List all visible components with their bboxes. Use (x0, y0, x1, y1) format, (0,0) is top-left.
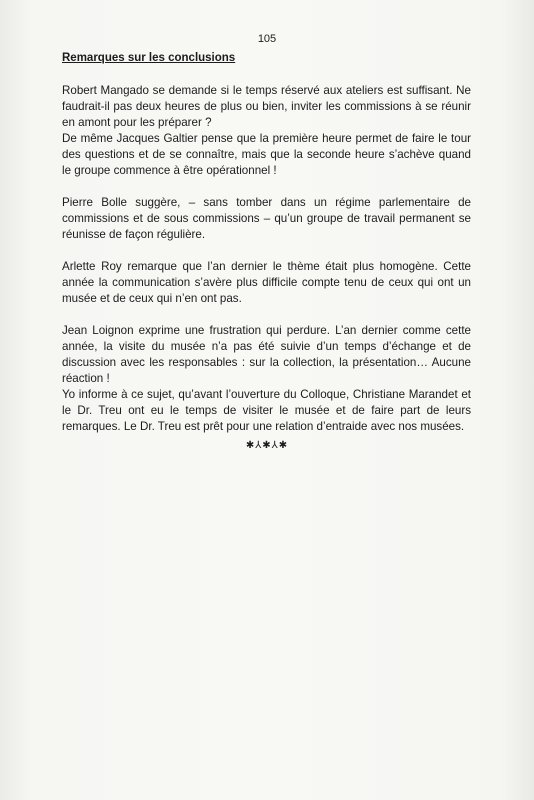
paragraph-mangado: Robert Mangado se demande si le temps réservé aux ateliers est suffisant. Ne faudrait-il pas deux heures de plus ou bien, inviter les commissions à se réunir en amont pour les préparer ? (62, 84, 471, 129)
paragraph-bolle: Pierre Bolle suggère, – sans tomber dans un régime parlementaire de commissions et de sous commissions – qu’un groupe de travail permanent se réunisse de façon régulière. (62, 196, 471, 241)
paragraph-galtier: De même Jacques Galtier pense que la première heure permet de faire le tour des questions et de se connaître, mais que la seconde heure s’achève quand le groupe commence à être opérationnel ! (62, 132, 471, 177)
section-heading: Remarques sur les conclusions (62, 52, 236, 64)
paragraph-loignon: Jean Loignon exprime une frustration qui perdure. L’an dernier comme cette année, la visite du musée n’a pas été suivie d’un temps d’échange et de discussion avec les responsables : sur la collection, la présentation… Aucune réaction ! (62, 324, 471, 385)
paragraph-yo: Yo informe à ce sujet, qu’avant l’ouverture du Colloque, Christiane Marandet et le Dr. Treu ont eu le temps de visiter le musée et de faire part de leurs remarques. Le Dr. Treu est prêt pour une relation d’entraide avec nos musées. (62, 388, 471, 433)
page-number: 105 (257, 33, 277, 45)
body-text (62, 83, 471, 435)
ornament-divider: ✱⅄✱⅄✱ (245, 440, 289, 451)
paragraph-roy: Arlette Roy remarque que l’an dernier le thème était plus homogène. Cette année la communication s’avère plus difficile compte tenu de ceux qui ont un musée et de ceux qui n’en ont pas. (62, 260, 471, 305)
